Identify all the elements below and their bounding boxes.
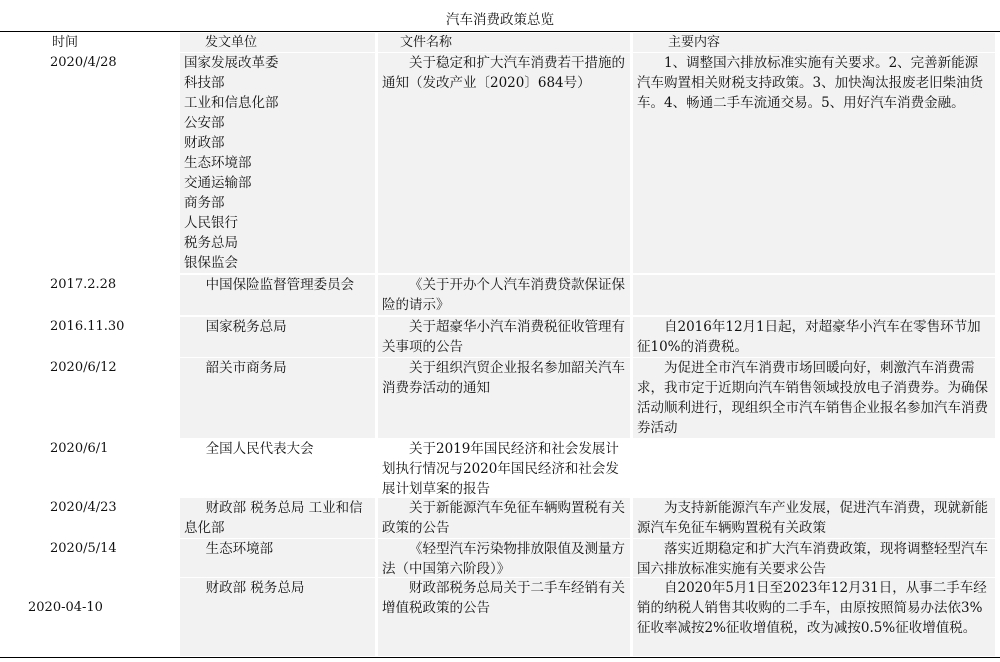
row-file-cell (378, 439, 630, 496)
row-content-cell (633, 317, 995, 357)
row-unit-cell (180, 275, 375, 315)
header-content: 主要内容 (668, 35, 721, 50)
row-content: 为支持新能源汽车产业发展，促进汽车消费，现就新能源汽车免征车辆购置税有关政策 (637, 500, 988, 536)
table-row (0, 439, 1000, 496)
row-file: 关于2019年国民经济和社会发展计划执行情况与2020年国民经济和社会发展计划草案的报告 (382, 441, 619, 496)
row-date: 2020/5/14 (50, 541, 117, 556)
row-file: 关于组织汽贸企业报名参加韶关汽车消费券活动的通知 (382, 360, 625, 396)
row-file-cell (378, 53, 630, 273)
row-file: 关于新能源汽车免征车辆购置税有关政策的公告 (382, 500, 625, 536)
header-file: 文件名称 (400, 35, 453, 50)
row-unit-text: 国家发展改革委 科技部 工业和信息化部 公安部 财政部 生态环境部 交通运输部 商务部 人民银行 税务总局 银保监会 (184, 55, 279, 271)
row-file-cell (378, 317, 630, 357)
row-date: 2020/6/1 (50, 441, 109, 456)
row-file-cell (378, 498, 630, 538)
row-unit: 财政部 税务总局 (205, 580, 305, 596)
row-unit-cell (180, 498, 375, 538)
row-unit-cell (180, 578, 375, 656)
table-row (0, 539, 1000, 577)
row-content-cell (633, 275, 995, 315)
row-date: 2017.2.28 (50, 277, 117, 292)
bottom-rule (0, 657, 1000, 658)
row-content: 落实近期稳定和扩大汽车消费政策，现将调整轻型汽车国六排放标准实施有关要求公告 (637, 541, 988, 577)
row-file: 关于超豪华小汽车消费税征收管理有关事项的公告 (382, 319, 625, 355)
top-rule (0, 31, 1000, 32)
row-file: 《关于开办个人汽车消费贷款保证保险的请示》 (382, 277, 625, 313)
row-content-cell (633, 578, 995, 656)
row-file-cell (378, 275, 630, 315)
row-content: 1、调整国六排放标准实施有关要求。2、完善新能源汽车购置相关财税支持政策。3、加快淘汰报废老旧柴油货车。4、畅通二手车流通交易。5、用好汽车消费金融。 (637, 55, 984, 111)
row-content-cell (633, 358, 995, 438)
row-date: 2020/4/23 (50, 500, 117, 515)
row-unit-cell (180, 317, 375, 357)
row-file: 关于稳定和扩大汽车消费若干措施的通知（发改产业〔2020〕684号） (382, 55, 625, 91)
row-unit-cell (180, 539, 375, 577)
row-content-cell (633, 539, 995, 577)
row-content: 自2020年5月1日至2023年12月31日，从事二手车经销的纳税人销售其收购的二手车，由原按照简易办法依3%征收率减按2%征收增值税，改为减按0.5%征收增值税。 (637, 580, 987, 636)
row-unit: 财政部 税务总局 工业和信息化部 (184, 500, 363, 536)
table-row (0, 358, 1000, 438)
row-file-cell (378, 358, 630, 438)
row-file-cell (378, 578, 630, 656)
row-file: 《轻型汽车污染物排放限值及测量方法（中国第六阶段）》 (382, 541, 625, 577)
row-unit: 生态环境部 (205, 541, 274, 557)
table-row (0, 578, 1000, 656)
row-unit: 中国保险监督管理委员会 (205, 277, 355, 293)
row-unit-cell (180, 53, 375, 273)
row-date: 2020/6/12 (50, 360, 117, 375)
table-row (0, 498, 1000, 538)
row-file: 财政部税务总局关于二手车经销有关增值税政策的公告 (382, 580, 625, 616)
row-unit: 韶关市商务局 (205, 360, 287, 376)
row-content: 为促进全市汽车消费市场回暖向好，刺激汽车消费需求，我市定于近期向汽车销售领域投放电子消费券。为确保活动顺利进行，现组织全市汽车销售企业报名参加汽车消费券活动 (637, 360, 988, 436)
row-unit: 国家税务总局 (205, 319, 287, 335)
table-row (0, 275, 1000, 315)
row-unit: 全国人民代表大会 (205, 441, 314, 457)
row-content-cell (633, 439, 995, 496)
row-content-cell (633, 53, 995, 273)
row-content: 自2016年12月1日起，对超豪华小汽车在零售环节加征10%的消费税。 (637, 319, 981, 355)
row-unit-cell (180, 358, 375, 438)
row-date: 2016.11.30 (50, 319, 125, 334)
row-content-cell (633, 498, 995, 538)
table-row (0, 317, 1000, 357)
table-row (0, 53, 1000, 273)
header-time: 时间 (52, 35, 79, 50)
header-unit: 发文单位 (205, 35, 258, 50)
row-unit-cell (180, 439, 375, 496)
row-file-cell (378, 539, 630, 577)
row-date: 2020-04-10 (28, 600, 103, 615)
row-date: 2020/4/28 (50, 55, 117, 70)
page-title: 汽车消费政策总览 (446, 12, 554, 28)
row-unit (180, 53, 375, 273)
